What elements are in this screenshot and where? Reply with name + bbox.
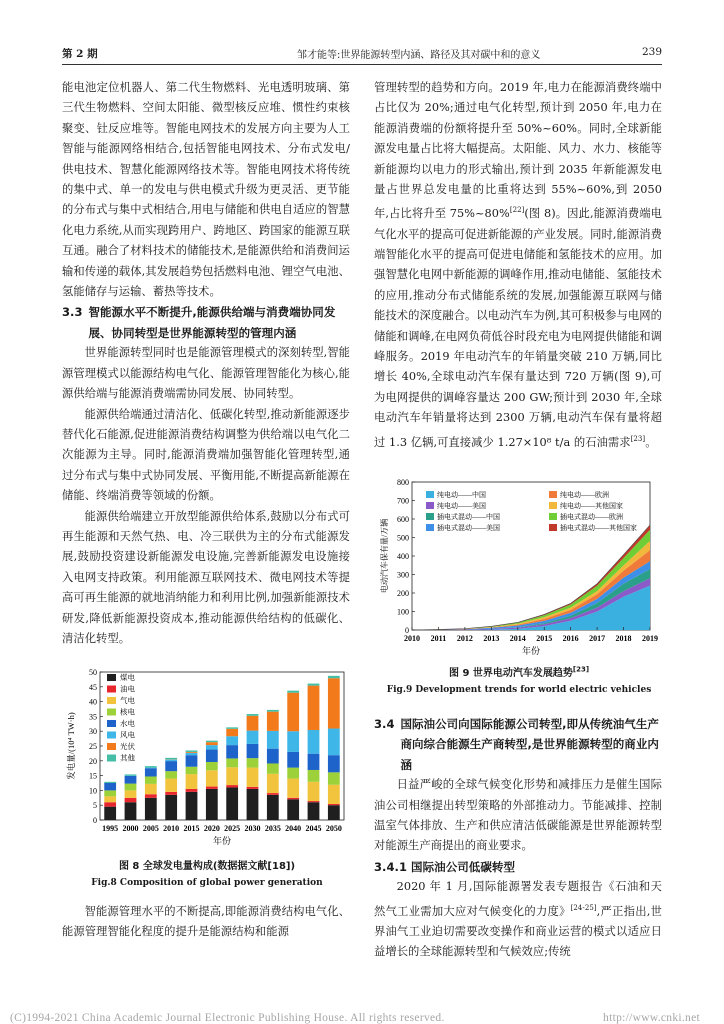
bar-segment xyxy=(226,736,238,745)
figure-9-chart xyxy=(374,476,664,660)
x-tick-label: 2011 xyxy=(430,634,447,643)
bar-segment xyxy=(186,752,198,753)
text-run: 管理转型的趋势和方向。2019 年,电力在能源消费终端中占比仅为 20%;通过电气化转型,预计到 2050 年,电力在能源消费端的份额将提升至 50%~60%。同时,全球新能源发电量占比将大幅提高。太阳能、风力、水力、核能等新能源均以电力的形式输出,预计到 2035 年新能源发电量占世界总发电量的比重将达到 55%~60%,到 2050 年,占比将升至 75%~80% xyxy=(374,81,662,221)
bar-segment xyxy=(226,787,238,820)
left-column xyxy=(62,78,350,649)
legend-swatch xyxy=(107,674,116,681)
bar-segment xyxy=(206,741,218,742)
bar-segment xyxy=(165,760,177,761)
bar-segment xyxy=(104,802,116,806)
y-tick-label: 50 xyxy=(89,668,97,677)
caption-en: Fig.9 Development trends for world electric vehicles xyxy=(386,685,652,695)
bar-segment xyxy=(267,712,279,731)
x-tick-label: 2020 xyxy=(203,824,220,833)
page-number: 239 xyxy=(641,46,662,58)
bar-segment xyxy=(145,798,157,820)
right-column-top xyxy=(374,78,662,453)
issue-number: 第 2 期 xyxy=(62,48,98,60)
bar-segment xyxy=(125,774,137,775)
bar-segment xyxy=(206,787,218,789)
paragraph: 智能源管理水平的不断提高,即能源消费结构电气化、能源管理智能化程度的提升是能源结构和能源 xyxy=(62,905,350,939)
x-tick-label: 2005 xyxy=(142,824,159,833)
y-tick-label: 800 xyxy=(397,478,409,487)
section-title: 国际油公司向国际能源公司转型,即从传统油气生产商向综合能源生产商转型,是世界能源转型的商业内涵 xyxy=(400,717,659,772)
running-header xyxy=(62,46,662,60)
y-tick-label: 15 xyxy=(89,771,97,781)
bar-segment xyxy=(206,750,218,762)
x-tick-label: 2015 xyxy=(536,634,553,643)
y-tick-label: 0 xyxy=(405,626,409,635)
citation: [23] xyxy=(630,434,646,443)
bar-segment xyxy=(247,714,259,716)
y-tick-label: 30 xyxy=(89,727,97,737)
y-tick-label: 35 xyxy=(89,712,97,722)
copyright-text: (C)1994-2021 China Academic Journal Electronic Publishing House. All rights reserved. xyxy=(10,1012,445,1024)
legend-swatch xyxy=(549,502,557,509)
legend-label: 风电 xyxy=(120,730,135,740)
bar-segment xyxy=(308,802,320,820)
text-run: ,严正指出,世界油气工业迫切需要改变操作和商业运营的模式以适应日益增长的全球能源转型和气候效应;传统 xyxy=(374,904,662,959)
bar-segment xyxy=(308,684,320,686)
section-number: 3.3 xyxy=(62,305,83,320)
bar-segment xyxy=(267,710,279,712)
footer-url: http://www.cnki.net xyxy=(603,1012,700,1024)
legend-swatch xyxy=(107,709,116,716)
bar-segment xyxy=(186,789,198,792)
bar-segment xyxy=(287,691,299,693)
bar-segment xyxy=(328,676,340,678)
y-tick-label: 400 xyxy=(397,552,409,561)
x-tick-label: 2013 xyxy=(483,634,500,643)
paragraph xyxy=(374,78,662,453)
bar-segment xyxy=(165,771,177,778)
y-tick-label: 25 xyxy=(89,742,97,751)
bar-segment xyxy=(247,744,259,758)
legend-label: 油电 xyxy=(120,684,135,694)
bar-segment xyxy=(328,805,340,820)
bar-segment xyxy=(308,782,320,801)
legend-swatch xyxy=(107,697,116,704)
y-tick-label: 10 xyxy=(89,786,97,796)
bar-segment xyxy=(145,794,157,798)
legend-swatch xyxy=(549,491,557,498)
bar-segment xyxy=(186,792,198,820)
legend-swatch xyxy=(426,491,434,498)
bar-segment xyxy=(247,731,259,744)
legend-label: 插电式混动——欧洲 xyxy=(560,513,623,521)
legend-swatch xyxy=(426,502,434,509)
caption-zh xyxy=(374,664,664,679)
legend-label: 插电式混动——美国 xyxy=(437,524,500,532)
x-tick-label: 2025 xyxy=(224,824,241,833)
legend-label: 纯电动——欧洲 xyxy=(560,491,609,499)
x-tick-label: 2016 xyxy=(562,634,579,643)
y-axis-label: 电动汽车保有量/万辆 xyxy=(380,518,389,594)
bar-segment xyxy=(247,716,259,731)
caption-en: Fig.8 Composition of global power generation xyxy=(91,878,323,888)
bar-segment xyxy=(104,796,116,802)
figure-8-caption xyxy=(62,857,352,888)
y-tick-label: 600 xyxy=(397,515,409,524)
legend-label: 其他 xyxy=(120,753,135,763)
bar-segment xyxy=(186,750,198,751)
bar-segment xyxy=(247,789,259,820)
x-tick-label: 2010 xyxy=(404,634,420,643)
bar-segment xyxy=(267,793,279,795)
bar-segment xyxy=(247,768,259,787)
bar-segment xyxy=(267,731,279,749)
bar-segment xyxy=(165,761,177,771)
bar-segment xyxy=(145,768,157,776)
subsection-heading-3-4-1: 3.4.1 国际油公司低碳转型 xyxy=(374,859,515,874)
bar-segment xyxy=(287,752,299,768)
legend-label: 煤电 xyxy=(120,673,135,682)
bar-segment xyxy=(206,789,218,820)
bar-segment xyxy=(308,686,320,730)
bar-segment xyxy=(206,762,218,770)
bar-segment xyxy=(308,754,320,770)
bar-segment xyxy=(104,807,116,820)
x-axis-label: 年份 xyxy=(521,646,541,656)
x-tick-label: 2030 xyxy=(244,824,261,833)
y-tick-label: 100 xyxy=(397,607,409,617)
bar-segment xyxy=(287,768,299,779)
bar-segment xyxy=(104,783,116,790)
figure-8-chart xyxy=(62,660,352,855)
bar-segment xyxy=(226,727,238,728)
legend-swatch xyxy=(107,686,116,693)
x-tick-label: 2010 xyxy=(163,824,180,833)
bar-segment xyxy=(247,758,259,767)
legend-label: 光伏 xyxy=(120,742,135,751)
paragraph: 日益严峻的全球气候变化形势和减排压力是催生国际油公司相继提出转型策略的外部推动力。节能减排、控制温室气体排放、生产和供应清洁低碳能源是世界能源转型对能源生产商提出的商业要求。 xyxy=(374,778,662,853)
bar-segment xyxy=(247,787,259,789)
x-tick-label: 2035 xyxy=(264,824,281,833)
legend-label: 插电式混动——中国 xyxy=(437,513,500,521)
y-tick-label: 45 xyxy=(89,682,97,692)
legend-swatch xyxy=(549,513,557,520)
citation: [23] xyxy=(572,665,590,674)
legend-swatch xyxy=(107,755,116,762)
bar-segment xyxy=(226,785,238,787)
bar-segment xyxy=(165,792,177,795)
bar-segment xyxy=(308,770,320,782)
bar-segment xyxy=(287,731,299,752)
figure-9-caption xyxy=(374,664,664,695)
bar-segment xyxy=(206,742,218,745)
paragraph: 世界能源转型同时也是能源管理模式的深刻转型,智能源管理模式以能源结构电气化、能源管理智能化为核心,能源供给端与能源消费端需协同发展、协同转型。 xyxy=(62,346,350,401)
bar-segment xyxy=(226,767,238,785)
section-number: 3.4 xyxy=(374,717,395,731)
bar-segment xyxy=(145,776,157,783)
x-tick-label: 2017 xyxy=(589,634,606,643)
bar-segment xyxy=(226,758,238,767)
text-run: (图 8)。因此,能源消费端电气化水平的提高可促进新能源的产业发展。同时,能源消费端智能化水平的提高可促进电储能和氢能技术的应用。加强智慧化电网中新能源的调峰作用,推动电储能、氢能技术的应用,推动分布式储能系统的发展,加强能源互联网与储能技术的深度融合。以电动汽车为例,其可积极参与电网的储能和调峰,在电网负荷低谷时段充电为电网提供储能和调峰服务。2019 年电动汽车的年销量突破 210 万辆,同比增长 40%,全球电动汽车保有量达到 720 万辆(图 9),可为电网提供的调峰容量达 200 GW;预计到 2030 年,全球电动汽车年销量将达到 2300 万辆,电动汽车保有量将超过 1.3 亿辆,可直接减少 1.27×10⁸ t/a 的石油需求 xyxy=(374,207,662,449)
bar-segment xyxy=(226,745,238,758)
bar-segment xyxy=(328,785,340,804)
legend-label: 纯电动——其他国家 xyxy=(560,502,623,510)
bar-segment xyxy=(145,768,157,769)
bar-segment xyxy=(125,802,137,820)
plot-frame xyxy=(100,672,344,820)
y-tick-label: 300 xyxy=(397,570,409,580)
y-tick-label: 20 xyxy=(89,756,97,766)
article-title: 邹才能等:世界能源转型内涵、路径及其对碳中和的意义 xyxy=(297,50,541,61)
paragraph xyxy=(374,877,662,962)
paragraph: 能源供给端通过清洁化、低碳化转型,推动新能源逐步替代化石能源,促进能源消费结构调整为供给端以电气化二次能源为主导。同时,能源消费端加强智能化管理转型,通过分布式与集中式协同发展、平衡用能,不断提高新能源在储能、终端消费等领域的份额。 xyxy=(62,407,350,503)
bar-segment xyxy=(125,798,137,802)
bar-segment xyxy=(328,755,340,772)
text-run: 。 xyxy=(645,435,657,449)
bar-segment xyxy=(206,745,218,749)
bar-segment xyxy=(287,798,299,799)
legend-label: 气电 xyxy=(120,696,135,705)
bar-segment xyxy=(328,729,340,756)
bar-segment xyxy=(328,678,340,728)
paragraph: 能源供给端建立开放型能源供给体系,鼓励以分布式可再生能源和天然气热、电、冷三联供为主的分布式能源发展,鼓励投资建设新能源发电设施,完善新能源发电设施接入电网支持政策。利用能源互联网技术、微电网技术等提高可再生能源的就地消纳能力和利用比例,加强新能源技术研发,降低新能源投资成本,推动能源供给结构的低碳化、清洁化转型。 xyxy=(62,509,350,645)
x-tick-label: 2019 xyxy=(642,634,658,643)
x-tick-label: 2015 xyxy=(183,824,200,833)
bar-segment xyxy=(125,776,137,784)
legend-label: 纯电动——美国 xyxy=(437,502,486,510)
legend-label: 纯电动——中国 xyxy=(437,491,486,499)
left-column-bottom xyxy=(62,902,350,943)
citation: [24-25] xyxy=(570,903,597,912)
y-axis-label: 发电量/(10⁴ TW·h) xyxy=(66,712,76,780)
y-tick-label: 40 xyxy=(89,697,97,707)
legend-label: 插电式混动——其他国家 xyxy=(560,524,637,532)
x-tick-label: 2045 xyxy=(305,824,322,833)
bar-segment xyxy=(308,801,320,802)
bar-segment xyxy=(186,753,198,755)
bar-segment xyxy=(267,774,279,793)
bar-segment xyxy=(104,782,116,783)
right-column-bottom xyxy=(374,714,662,963)
bar-segment xyxy=(267,763,279,773)
legend-label: 水电 xyxy=(120,719,135,728)
bar-segment xyxy=(287,779,299,798)
bar-segment xyxy=(287,693,299,731)
bar-segment xyxy=(125,790,137,797)
paragraph: 能电池定位机器人、第二代生物燃料、光电透明玻璃、第三代生物燃料、空间太阳能、微型核反应堆、惯性约束核聚变、钍反应堆等。智能电网技术的发展方向主要为人工智能与能源网络相结合,包括智能电网技术、分布式发电/供电技术、智慧化能源网络技术等。智能电网技术将传统的集中式、单一的发电与供电模式升级为更灵活、更节能的分布式与集中式相结合,用电与储能和供电自适应的智慧化电力系统,从而实现跨用户、跨地区、跨国家的能源互联互通。融合了材料技术的储能技术,是能源供给和消费间运输和传递的载体,其发展趋势包括燃料电池、锂空气电池、氢能储存与运输、蓄热等技术。 xyxy=(62,81,350,299)
legend-swatch xyxy=(426,524,434,531)
bar-segment xyxy=(186,774,198,789)
x-tick-label: 2040 xyxy=(285,824,302,833)
bar-segment xyxy=(287,799,299,820)
bar-segment xyxy=(267,795,279,820)
bar-segment xyxy=(186,755,198,767)
legend-swatch xyxy=(549,524,557,531)
bar-segment xyxy=(308,730,320,754)
legend-swatch xyxy=(107,743,116,750)
x-tick-label: 2050 xyxy=(325,824,342,833)
bar-segment xyxy=(145,784,157,794)
x-tick-label: 2018 xyxy=(615,634,632,643)
text-run: 2020 年 1 月,国际能源署发表专题报告《石油和天然气工业需加大应对气候变化的力度》 xyxy=(374,880,662,918)
bar-segment xyxy=(206,770,218,786)
bar-segment xyxy=(165,795,177,820)
y-tick-label: 700 xyxy=(397,496,409,506)
bar-segment xyxy=(145,766,157,767)
bar-segment xyxy=(267,749,279,764)
bar-segment xyxy=(328,804,340,805)
x-tick-label: 2000 xyxy=(122,824,139,833)
x-tick-label: 1995 xyxy=(102,824,119,833)
y-tick-label: 500 xyxy=(397,533,409,543)
caption-zh: 图 8 全球发电量构成(数据据文献[18]) xyxy=(118,861,296,872)
legend-swatch xyxy=(426,513,434,520)
bar-segment xyxy=(226,729,238,736)
section-heading-3-4 xyxy=(374,714,662,775)
x-tick-label: 2012 xyxy=(456,634,473,643)
bar-segment xyxy=(165,758,177,759)
y-tick-label: 5 xyxy=(93,801,97,811)
bar-segment xyxy=(104,790,116,796)
y-tick-label: 200 xyxy=(397,589,409,598)
copyright-footer xyxy=(10,1012,710,1024)
header-rule xyxy=(62,64,662,65)
y-tick-label: 0 xyxy=(93,816,97,825)
x-axis-label: 年份 xyxy=(212,836,232,846)
section-heading-3-3 xyxy=(62,302,350,343)
citation: [22] xyxy=(509,206,525,215)
section-title: 智能源水平不断提升,能源供给端与消费端协同发展、协同转型是世界能源转型的管理内涵 xyxy=(88,305,336,340)
legend-swatch xyxy=(107,732,116,739)
bar-segment xyxy=(165,779,177,792)
caption-text: 图 9 世界电动汽车发展趋势 xyxy=(448,668,573,679)
legend-swatch xyxy=(107,720,116,727)
x-tick-label: 2014 xyxy=(509,634,526,643)
bar-segment xyxy=(125,784,137,791)
bar-segment xyxy=(328,772,340,784)
legend-label: 核电 xyxy=(120,707,135,717)
bar-segment xyxy=(186,767,198,774)
